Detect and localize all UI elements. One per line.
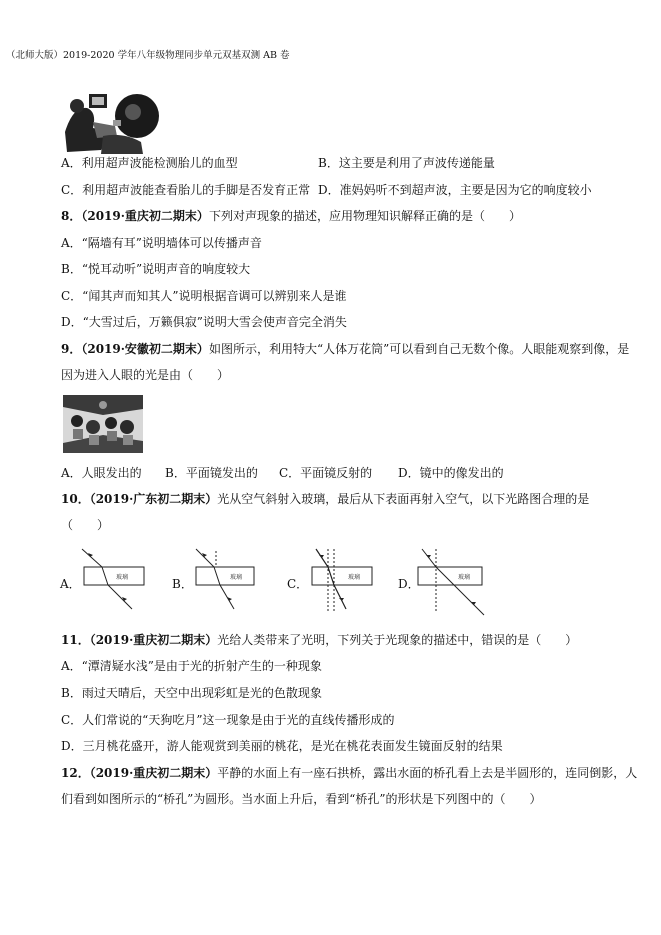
q8-option-a: A．“隔墙有耳”说明墙体可以传播声音 xyxy=(61,236,262,250)
q8-option-d: D．“大雪过后，万籁俱寂”说明大雪会使声音完全消失 xyxy=(61,315,347,329)
question-stem: 光从空气斜射入玻璃，最后从下表面再射入空气，以下光路图合理的是 xyxy=(217,492,590,506)
glass-label: 玻璃 xyxy=(348,574,361,581)
diagram-a-label: A． xyxy=(60,577,81,591)
question-stem: 下列对声现象的描述，应用物理知识解释正确的是（ ） xyxy=(208,209,521,223)
ultrasound-photo xyxy=(63,92,161,156)
question-9 xyxy=(61,342,629,356)
question-source: （2019·广东初二期末） xyxy=(89,492,218,506)
q9-option-a: A．人眼发出的 xyxy=(61,466,142,480)
question-number: 12． xyxy=(61,766,90,780)
question-source: （2019·重庆初二期末） xyxy=(89,766,218,780)
q10-stem-line2: （ ） xyxy=(61,518,110,532)
q7-option-d: D．准妈妈听不到超声波，主要是因为它的响度较小 xyxy=(318,183,592,197)
q7-option-a: A．利用超声波能检测胎儿的血型 xyxy=(61,156,238,170)
kaleidoscope-photo xyxy=(63,395,143,453)
question-11 xyxy=(61,633,577,647)
q11-option-b: B．雨过天晴后，天空中出现彩虹是光的色散现象 xyxy=(61,686,322,700)
light-path-diagram-c xyxy=(302,545,382,620)
diagram-b-label: B． xyxy=(172,577,193,591)
question-number: 8． xyxy=(61,209,82,223)
light-path-diagram-b xyxy=(186,545,266,620)
question-8 xyxy=(61,209,521,223)
question-source: （2019·安徽初二期末） xyxy=(81,342,209,356)
q8-option-b: B．“悦耳动听”说明声音的响度较大 xyxy=(61,262,251,276)
q9-option-b: B．平面镜发出的 xyxy=(165,466,258,480)
question-stem: 平静的水面上有一座石拱桥，露出水面的桥孔看上去是半圆形的，连同倒影，人 xyxy=(217,766,638,780)
q12-stem-line2: 们看到如图所示的“桥孔”为圆形。当水面上升后，看到“桥孔”的形状是下列图中的（ ） xyxy=(61,792,542,806)
glass-label: 玻璃 xyxy=(458,574,471,581)
q7-option-b: B．这主要是利用了声波传递能量 xyxy=(318,156,495,170)
question-number: 9． xyxy=(61,342,82,356)
glass-label: 玻璃 xyxy=(230,574,243,581)
question-number: 11． xyxy=(61,633,90,647)
light-path-diagram-a xyxy=(78,545,158,620)
diagram-d-label: D． xyxy=(398,577,420,591)
light-path-diagram-d xyxy=(412,545,492,620)
q7-option-c: C．利用超声波能查看胎儿的手脚是否发育正常 xyxy=(61,183,311,197)
page-header: （北师大版）2019-2020 学年八年级物理同步单元双基双测 AB 卷 xyxy=(6,50,290,61)
diagram-c-label: C． xyxy=(287,577,309,591)
q9-option-d: D．镜中的像发出的 xyxy=(398,466,504,480)
glass-label: 玻璃 xyxy=(116,574,129,581)
q9-option-c: C．平面镜反射的 xyxy=(279,466,373,480)
q11-option-a: A．“潭清疑水浅”是由于光的折射产生的一种现象 xyxy=(61,659,322,673)
q8-option-c: C．“闻其声而知其人”说明根据音调可以辨别来人是谁 xyxy=(61,289,347,303)
question-stem: 如图所示，利用特大“人体万花筒”可以看到自己无数个像。人眼能观察到像，是 xyxy=(208,342,630,356)
question-source: （2019·重庆初二期末） xyxy=(81,209,209,223)
q11-option-d: D．三月桃花盛开，游人能观赏到美丽的桃花，是光在桃花表面发生镜面反射的结果 xyxy=(61,739,503,753)
question-number: 10． xyxy=(61,492,90,506)
q11-option-c: C．人们常说的“天狗吃月”这一现象是由于光的直线传播形成的 xyxy=(61,713,395,727)
question-12 xyxy=(61,766,637,780)
question-stem: 光给人类带来了光明，下列关于光现象的描述中，错误的是（ ） xyxy=(217,633,578,647)
question-10 xyxy=(61,492,589,506)
q9-stem-line2: 因为进入人眼的光是由（ ） xyxy=(61,368,230,382)
question-source: （2019·重庆初二期末） xyxy=(89,633,218,647)
